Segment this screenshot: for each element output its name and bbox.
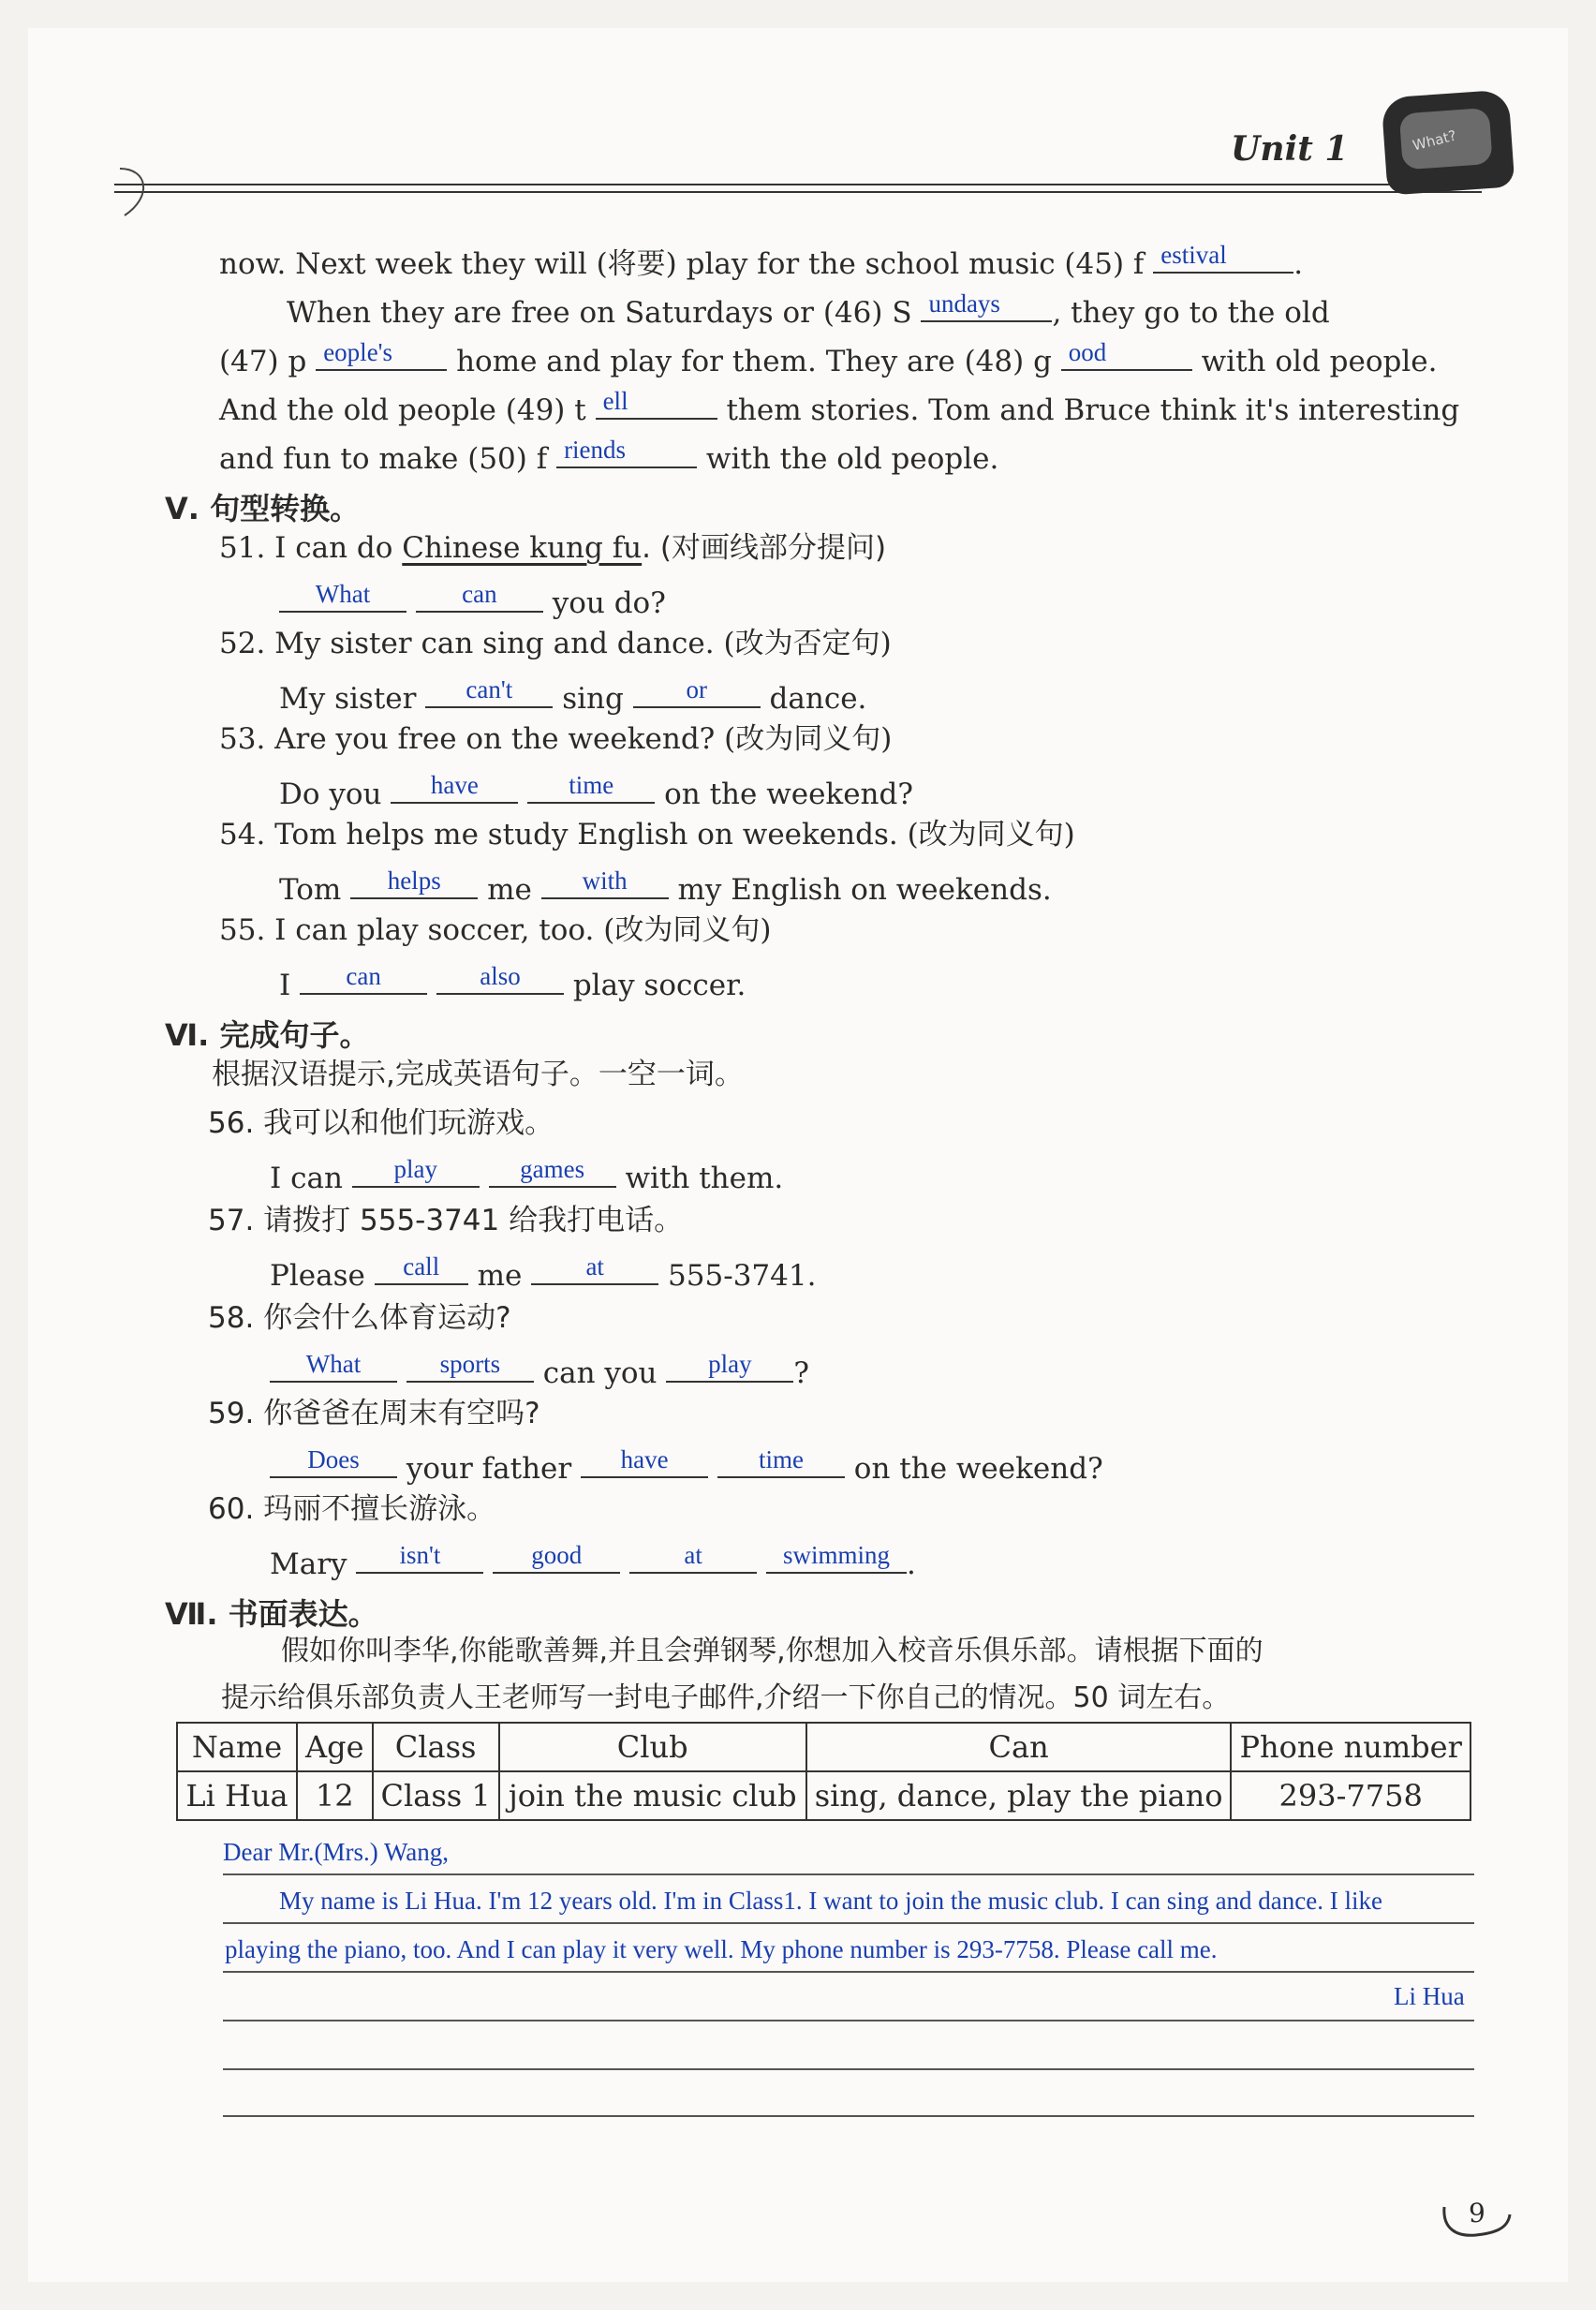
writing-line bbox=[223, 2020, 1474, 2021]
passage-line-1: now. Next week they will (将要) play for the school music (45) f estival . bbox=[219, 241, 1304, 281]
table-cell: 293-7758 bbox=[1231, 1771, 1470, 1820]
answer-47: eople's bbox=[323, 338, 393, 366]
info-table bbox=[176, 1722, 1471, 1821]
q59: 59. 你爸爸在周末有空吗? bbox=[208, 1397, 540, 1430]
q58: 58. 你会什么体育运动? bbox=[208, 1301, 511, 1335]
passage-line-3: (47) p eople's home and play for them. They are (48) g ood with old people. bbox=[219, 338, 1438, 378]
q51: 51. I can do Chinese kung fu. (对画线部分提问) bbox=[219, 531, 887, 565]
writing-line bbox=[223, 2068, 1474, 2070]
page-number: 9 bbox=[1469, 2198, 1485, 2229]
q55: 55. I can play soccer, too. (改为同义句) bbox=[219, 913, 772, 947]
a51: What can you do? bbox=[279, 583, 666, 618]
writing-line bbox=[223, 1922, 1474, 1924]
passage-line-2: When they are free on Saturdays or (46) S undays , they go to the old bbox=[287, 289, 1330, 330]
table-cell: 12 bbox=[297, 1771, 373, 1820]
section-5-title: Ⅴ. 句型转换。 bbox=[165, 491, 361, 526]
a59: Does your father have time on the weekend? bbox=[270, 1448, 1103, 1484]
q54: 54. Tom helps me study English on weekends. (改为同义句) bbox=[219, 818, 1075, 851]
table-header: Class bbox=[373, 1723, 499, 1771]
header-swirl-icon bbox=[111, 159, 167, 225]
section-6-title: Ⅵ. 完成句子。 bbox=[165, 1017, 370, 1053]
page-number-swoosh-icon bbox=[1439, 2201, 1514, 2243]
letter-body-2: playing the piano, too. And I can play it very well. My phone number is 293-7758. Please call me. bbox=[225, 1935, 1218, 1963]
table-cell: join the music club bbox=[499, 1771, 806, 1820]
table-header: Phone number bbox=[1231, 1723, 1470, 1771]
q52: 52. My sister can sing and dance. (改为否定句) bbox=[219, 627, 892, 660]
a60: Mary isn't good at swimming . bbox=[270, 1541, 916, 1581]
section-6-instruction: 根据汉语提示,完成英语句子。一空一词。 bbox=[212, 1058, 744, 1091]
table-cell: Li Hua bbox=[177, 1771, 297, 1820]
table-header: Can bbox=[806, 1723, 1232, 1771]
a54: Tom helps me with my English on weekends. bbox=[279, 866, 1052, 907]
q53: 53. Are you free on the weekend? (改为同义句) bbox=[219, 722, 893, 756]
a56: I can play games with them. bbox=[270, 1155, 784, 1195]
section-7-title: Ⅶ. 书面表达。 bbox=[165, 1596, 378, 1632]
answer-49: ell bbox=[602, 387, 628, 415]
answer-46: undays bbox=[928, 289, 1000, 318]
writing-line bbox=[223, 1873, 1474, 1875]
a52: My sister can't sing or dance. bbox=[279, 675, 867, 716]
writing-line bbox=[223, 2115, 1474, 2117]
q57: 57. 请拨打 555-3741 给我打电话。 bbox=[208, 1204, 684, 1237]
passage-line-4: And the old people (49) t ell them stories. Tom and Bruce think it's interesting bbox=[219, 387, 1460, 427]
q51-underlined: Chinese kung fu bbox=[402, 531, 643, 565]
table-header: Age bbox=[297, 1723, 373, 1771]
table-cell: sing, dance, play the piano bbox=[806, 1771, 1232, 1820]
tv-badge-icon bbox=[1382, 89, 1515, 195]
writing-prompt-1: 假如你叫李华,你能歌善舞,并且会弹钢琴,你想加入校音乐俱乐部。请根据下面的 bbox=[281, 1635, 1264, 1667]
letter-greeting: Dear Mr.(Mrs.) Wang, bbox=[223, 1838, 450, 1866]
writing-line bbox=[223, 1971, 1474, 1973]
table-header: Club bbox=[499, 1723, 806, 1771]
table-row bbox=[177, 1771, 1470, 1820]
passage-line-5: and fun to make (50) f riends with the old people. bbox=[219, 436, 999, 476]
answer-48: ood bbox=[1068, 338, 1107, 366]
letter-body-1: My name is Li Hua. I'm 12 years old. I'm in Class1. I want to join the music club. I can sing and dance. I like bbox=[279, 1887, 1382, 1915]
table-header-row bbox=[177, 1723, 1470, 1771]
unit-label: Unit 1 bbox=[1231, 129, 1349, 169]
table-header: Name bbox=[177, 1723, 297, 1771]
writing-prompt-2: 提示给俱乐部负责人王老师写一封电子邮件,介绍一下你自己的情况。50 词左右。 bbox=[221, 1681, 1231, 1714]
table-cell: Class 1 bbox=[373, 1771, 499, 1820]
a57: Please call me at 555-3741. bbox=[270, 1252, 817, 1293]
a53: Do you have time on the weekend? bbox=[279, 771, 913, 811]
a55: I can also play soccer. bbox=[279, 962, 746, 1002]
a58: What sports can you play ? bbox=[270, 1353, 809, 1388]
answer-45: estival bbox=[1160, 241, 1227, 269]
answer-50: riends bbox=[564, 436, 627, 464]
header-rule bbox=[114, 184, 1482, 193]
letter-signature: Li Hua bbox=[1394, 1982, 1465, 2010]
q60: 60. 玛丽不擅长游泳。 bbox=[208, 1492, 496, 1526]
badge-text: What? bbox=[1411, 126, 1458, 155]
q56: 56. 我可以和他们玩游戏。 bbox=[208, 1106, 554, 1140]
